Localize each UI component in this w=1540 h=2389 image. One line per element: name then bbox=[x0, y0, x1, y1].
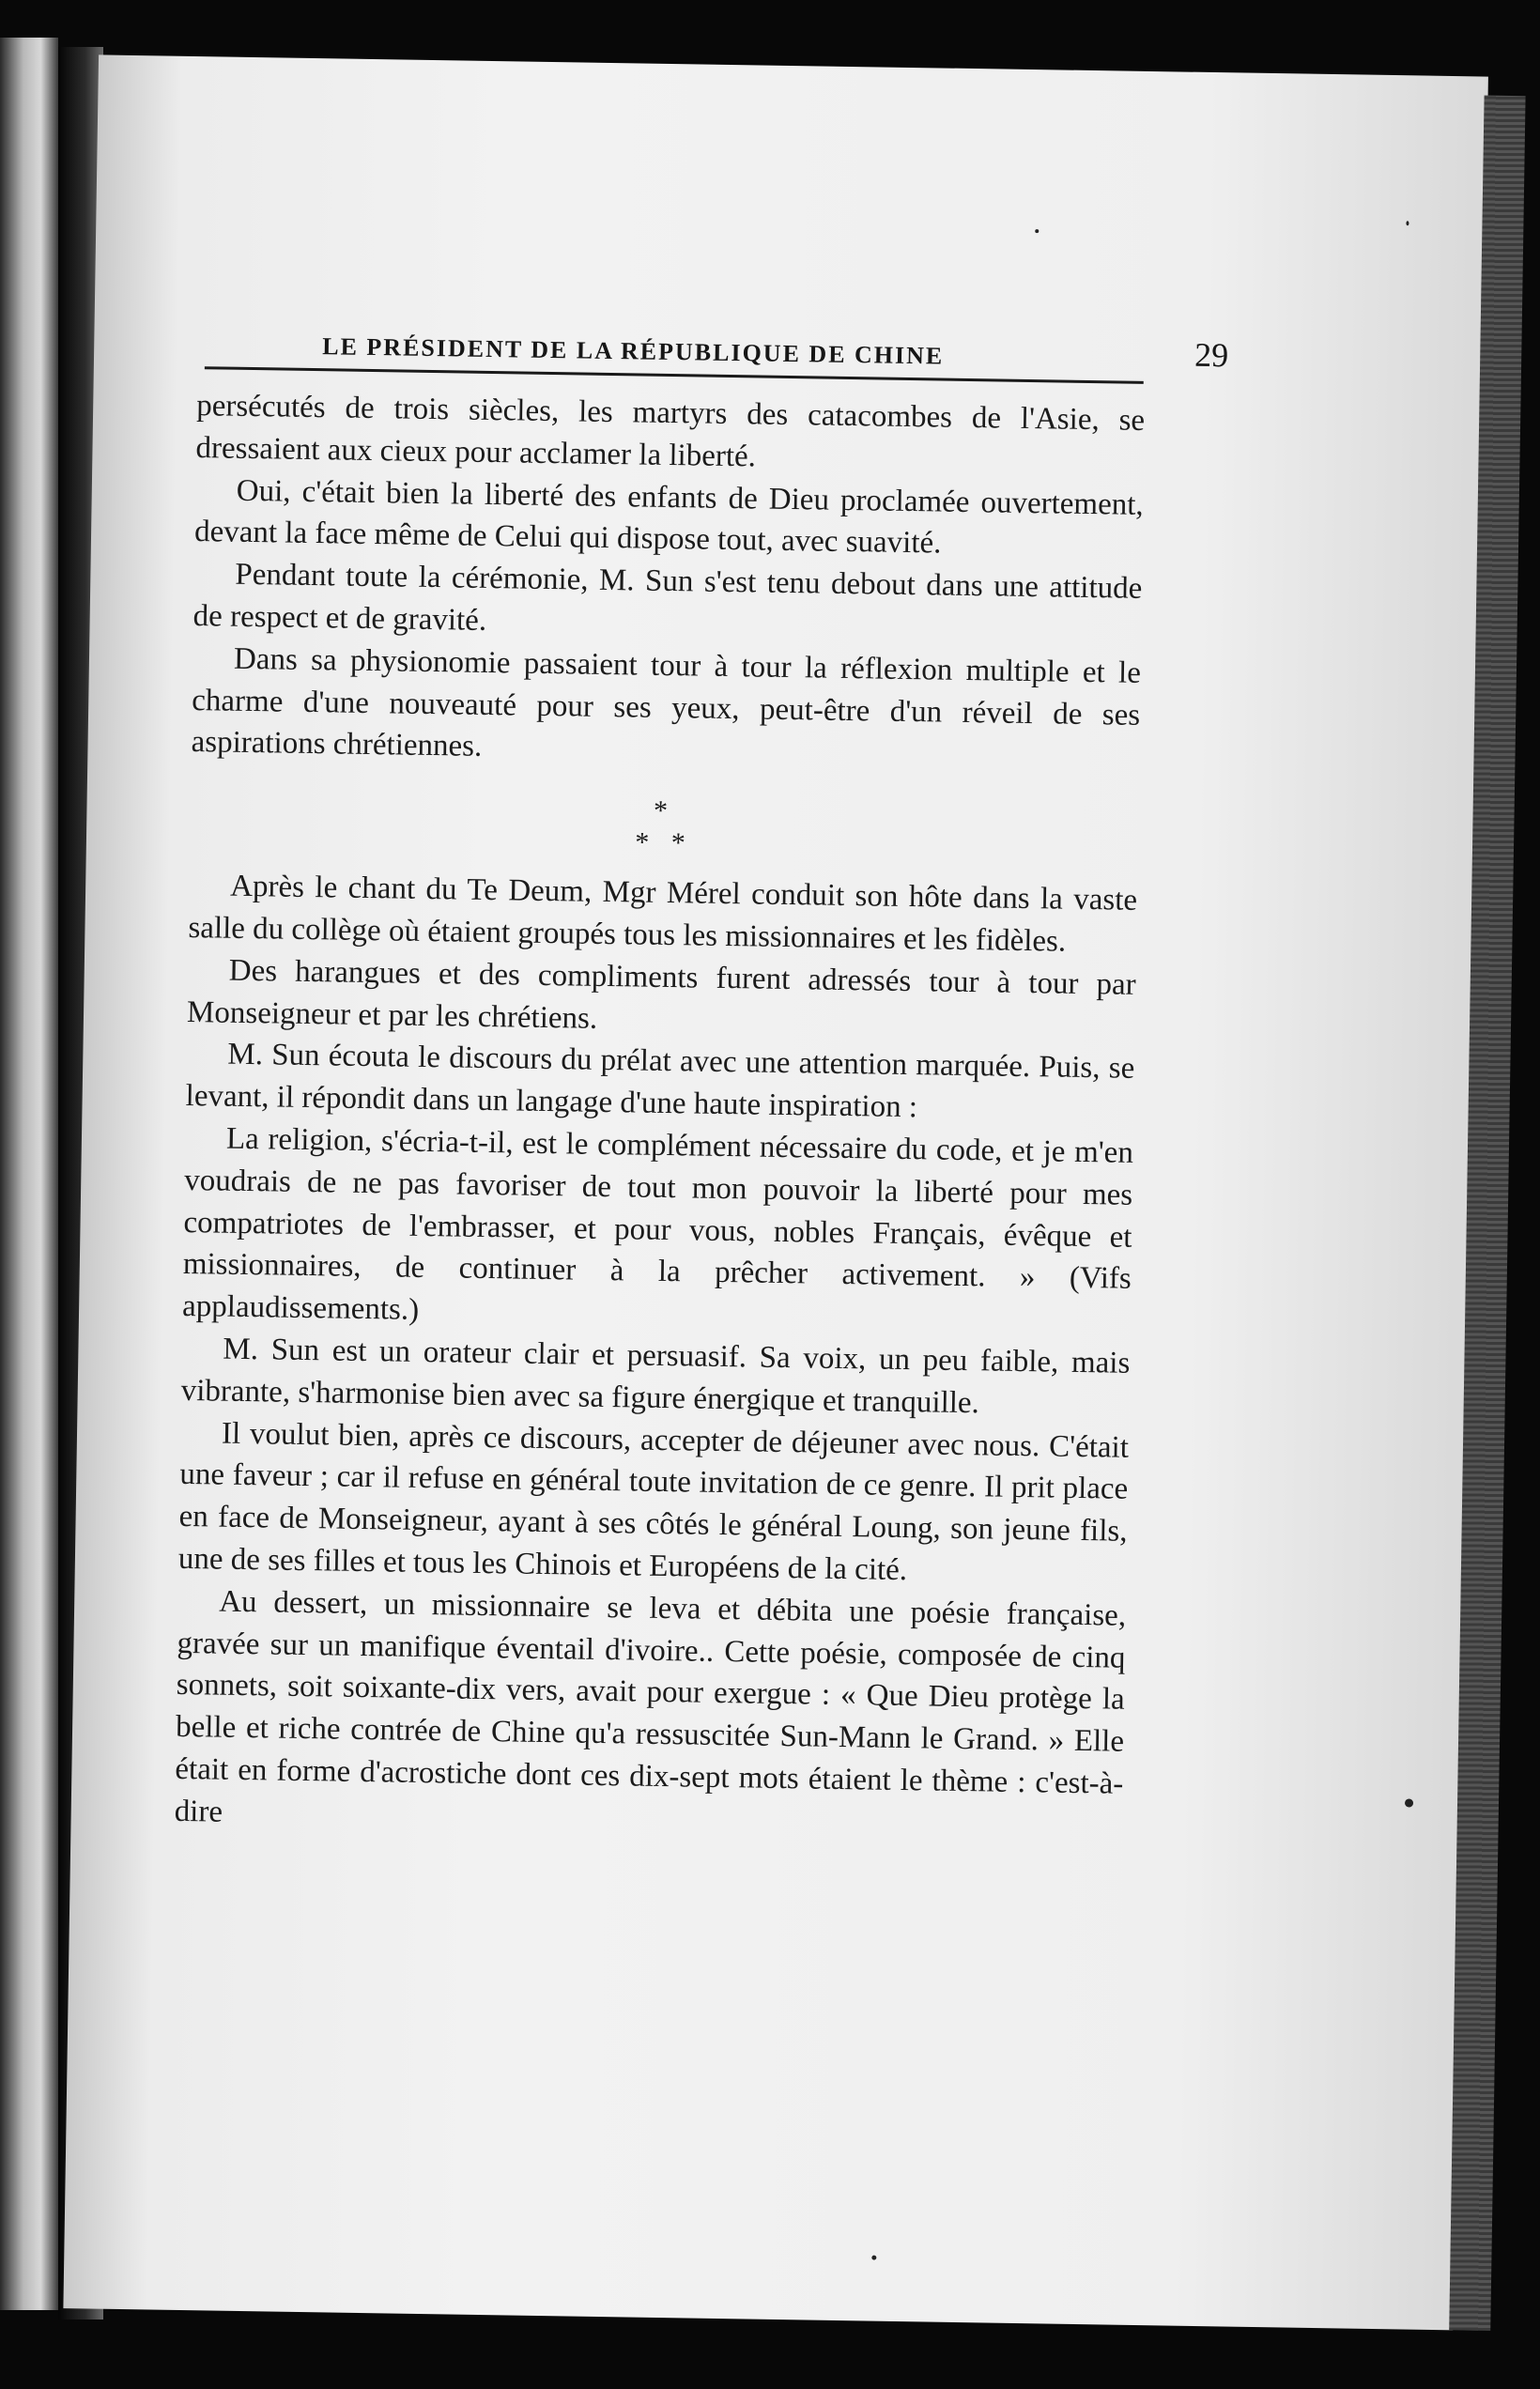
section-break-asterism bbox=[190, 788, 1139, 867]
asterism-top: * bbox=[653, 794, 676, 827]
paragraph: Pendant toute la cérémonie, M. Sun s'est tenu debout dans une attitude de respect et de gravité. bbox=[192, 557, 1143, 638]
page-stack-edge bbox=[1449, 96, 1525, 2331]
body-text bbox=[174, 385, 1145, 1847]
facing-page-edge bbox=[0, 38, 58, 2310]
paragraph: La religion, s'écria-t-il, est le complément nécessaire du code, et je m'en voudrais de ne pas favoriser de tout mon pouvoir la liberté pour mes compatriotes de l'embrasser, et pour vous, nobles Français, évêque et missionnaires, de continuer à la prêcher activement. » (Vifs applaudissements.) bbox=[181, 1121, 1134, 1328]
paper-speck bbox=[871, 2256, 876, 2260]
book-page bbox=[63, 54, 1488, 2330]
paragraph: Dans sa physionomie passaient tour à tour la réflexion multiple et le charme d'une nouveauté pour ses yeux, peut-être d'un réveil de ses aspirations chrétiennes. bbox=[191, 641, 1142, 764]
paragraph: M. Sun écouta le discours du prélat avec une attention marquée. Puis, se levant, il répondit dans un langage d'une haute inspiration : bbox=[185, 1038, 1135, 1125]
paragraph: persécutés de trois siècles, les martyrs des catacombes de l'Asie, se dressaient aux cieux pour acclamer la liberté. bbox=[195, 389, 1146, 474]
paragraph: Des harangues et des compliments furent adressés tour à tour par Monseigneur et par les chrétiens. bbox=[186, 953, 1136, 1036]
page-header bbox=[205, 317, 1229, 375]
paragraph: Oui, c'était bien la liberté des enfants de Dieu proclamée ouvertement, devant la face même de Celui qui dispose tout, avec suavité. bbox=[193, 473, 1144, 561]
running-head: LE PRÉSIDENT DE LA RÉPUBLIQUE DE CHINE bbox=[322, 332, 945, 370]
paper-speck bbox=[1405, 1798, 1413, 1807]
paragraph: Il voulut bien, après ce discours, accepter de déjeuner avec nous. C'était une faveur ; car il refuse en général toute invitation de ce genre. Il prit place en face de Monseigneur, ayant à ses côtés le général Loung, son jeune fils, une de ses filles et tous les Chinois et Européens de la cité. bbox=[177, 1416, 1130, 1588]
paper-speck bbox=[1035, 229, 1039, 233]
asterism-bottom: * * bbox=[634, 826, 693, 859]
paragraph: Après le chant du Te Deum, Mgr Mérel conduit son hôte dans la vaste salle du collège où étaient groupés tous les missionnaires et les fidèles. bbox=[188, 869, 1138, 959]
paragraph: Au dessert, un missionnaire se leva et débita une poésie française, gravée sur un manifique éventail d'ivoire.. Cette poésie, composée de cinq sonnets, soit soixante-dix vers, avait pour exergue : « Que Dieu protège la belle et riche contrée de Chine qu'a ressuscitée Sun-Mann le Grand. » Elle était en forme d'acrostiche dont ces dix-sept mots étaient le thème : c'est-à-dire bbox=[174, 1584, 1127, 1829]
paragraph: M. Sun est un orateur clair et persuasif. Sa voix, un peu faible, mais vibrante, s'harmonise bien avec sa figure énergique et tranquille. bbox=[180, 1332, 1131, 1421]
page-number: 29 bbox=[1194, 335, 1229, 375]
paper-speck bbox=[1406, 221, 1409, 225]
